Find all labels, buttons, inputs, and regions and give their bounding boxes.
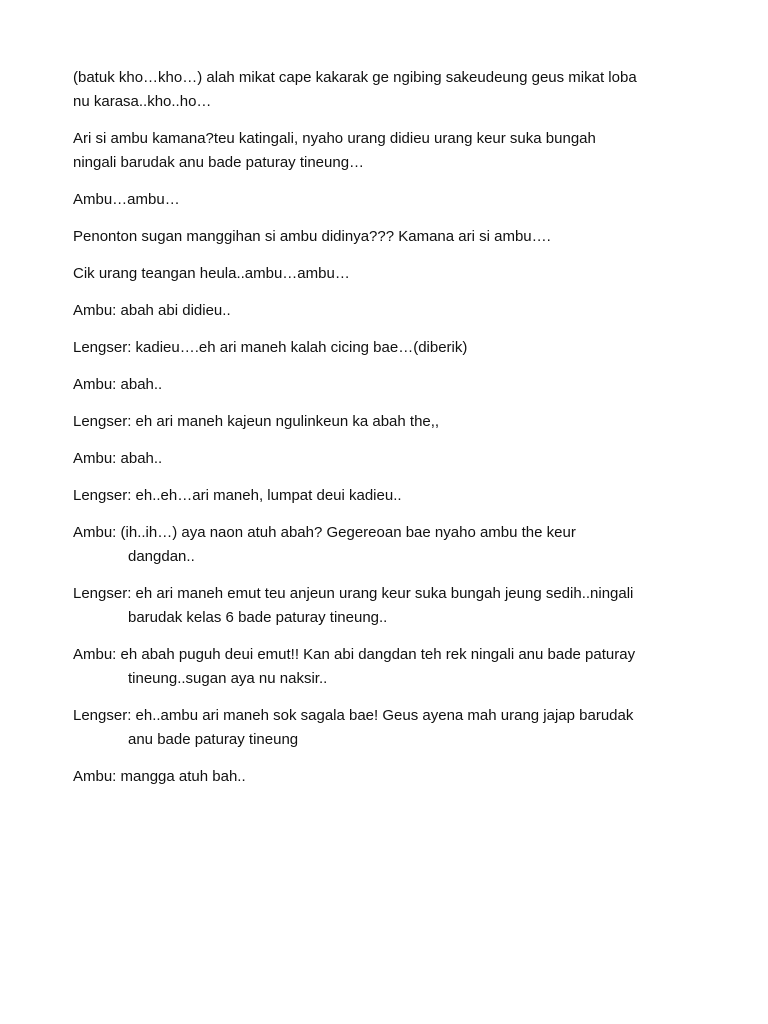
- dialogue-line: [73, 373, 713, 397]
- text-line: Ambu: abah..: [73, 450, 163, 467]
- paragraph: [73, 225, 713, 249]
- text-line-continuation: dangdan..: [128, 548, 195, 565]
- dialogue-line: [73, 447, 713, 471]
- dialogue-line: [73, 484, 713, 508]
- text-line-continuation: tineung..sugan aya nu naksir..: [128, 670, 328, 687]
- dialogue-line: [73, 336, 713, 360]
- text-line: ningali barudak anu bade paturay tineung…: [73, 154, 365, 171]
- dialogue-line: [73, 643, 713, 691]
- text-line: nu karasa..kho..ho…: [73, 93, 212, 110]
- text-line: Ambu: eh abah puguh deui emut!! Kan abi dangdan teh rek ningali anu bade paturay: [73, 646, 636, 663]
- text-line: Ari si ambu kamana?teu katingali, nyaho urang didieu urang keur suka bungah: [73, 130, 596, 147]
- text-line: Cik urang teangan heula..ambu…ambu…: [73, 265, 350, 282]
- text-line: Ambu: (ih..ih…) aya naon atuh abah? Gegereoan bae nyaho ambu the keur: [73, 524, 576, 541]
- dialogue-line: [73, 765, 713, 789]
- text-line: Penonton sugan manggihan si ambu didinya??? Kamana ari si ambu….: [73, 228, 551, 245]
- dialogue-line: [73, 299, 713, 323]
- text-line: Ambu: abah abi didieu..: [73, 302, 231, 319]
- text-line: Lengser: eh..ambu ari maneh sok sagala bae! Geus ayena mah urang jajap barudak: [73, 707, 634, 724]
- paragraph: [73, 127, 713, 175]
- paragraph: [73, 66, 713, 114]
- dialogue-line: [73, 521, 713, 569]
- dialogue-line: [73, 582, 713, 630]
- dialogue-line: [73, 704, 713, 752]
- text-line: Lengser: eh..eh…ari maneh, lumpat deui kadieu..: [73, 487, 402, 504]
- text-line: Lengser: eh ari maneh emut teu anjeun urang keur suka bungah jeung sedih..ningali: [73, 585, 634, 602]
- script-text: [73, 66, 713, 802]
- text-line-continuation: barudak kelas 6 bade paturay tineung..: [128, 609, 388, 626]
- text-line-continuation: anu bade paturay tineung: [128, 731, 299, 748]
- text-line: (batuk kho…kho…) alah mikat cape kakarak ge ngibing sakeudeung geus mikat loba: [73, 69, 637, 86]
- paragraph: [73, 188, 713, 212]
- dialogue-line: [73, 410, 713, 434]
- text-line: Ambu: mangga atuh bah..: [73, 768, 246, 785]
- text-line: Ambu…ambu…: [73, 191, 180, 208]
- text-line: Lengser: eh ari maneh kajeun ngulinkeun ka abah the,,: [73, 413, 440, 430]
- text-line: Lengser: kadieu….eh ari maneh kalah cicing bae…(diberik): [73, 339, 468, 356]
- paragraph: [73, 262, 713, 286]
- text-line: Ambu: abah..: [73, 376, 163, 393]
